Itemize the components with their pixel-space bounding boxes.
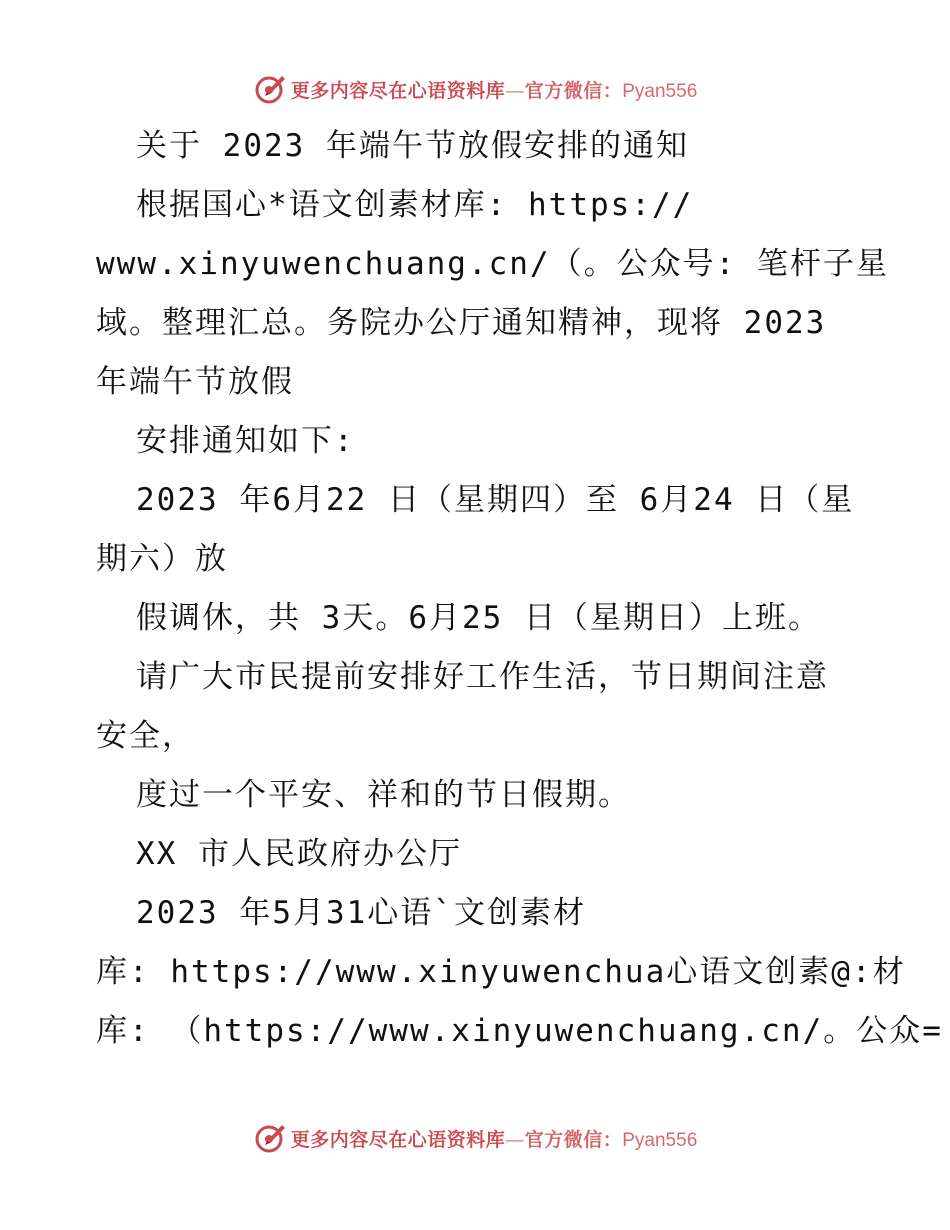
paragraph-line: 年端午节放假 xyxy=(96,364,294,400)
pen-logo-icon xyxy=(253,1121,287,1155)
paragraph-line: www.xinyuwenchuang.cn/（。公众号: 笔杆子星 xyxy=(96,246,889,282)
paragraph-line: 请广大市民提前安排好工作生活，节日期间注意 xyxy=(136,659,829,695)
paragraph-line: 域。整理汇总。务院办公厅通知精神，现将 2023 xyxy=(96,305,827,341)
watermark-text xyxy=(291,1125,698,1152)
pen-logo-icon xyxy=(253,72,287,106)
watermark-wechat-id: Pyan556 xyxy=(622,80,698,102)
paragraph-line: 期六）放 xyxy=(96,541,228,577)
notice-title: 关于 2023 年端午节放假安排的通知 xyxy=(136,128,689,164)
watermark-wechat-label: 官方微信： xyxy=(524,79,623,102)
paragraph-line: 库: https://www.xinyuwenchua心语文创素@:材 xyxy=(96,954,906,990)
watermark-dash: — xyxy=(505,1128,525,1151)
footer-watermark xyxy=(0,1121,950,1155)
paragraph-line: 安排通知如下: xyxy=(136,423,355,459)
document-body xyxy=(96,117,943,1061)
paragraph-line: 2023 年6月22 日（星期四）至 6月24 日（星 xyxy=(136,482,855,518)
watermark-main: 更多内容尽在心语资料库 xyxy=(290,79,506,102)
paragraph-line: 度过一个平安、祥和的节日假期。 xyxy=(136,777,631,813)
signature-date: 2023 年5月31心语`文创素材 xyxy=(136,895,586,931)
watermark-wechat-id: Pyan556 xyxy=(622,1129,698,1151)
signature-org: XX 市人民政府办公厅 xyxy=(136,836,462,872)
watermark-main: 更多内容尽在心语资料库 xyxy=(290,1128,506,1151)
watermark-text xyxy=(291,76,698,103)
paragraph-line: 根据国心*语文创素材库: https:// xyxy=(136,187,694,223)
watermark-wechat-label: 官方微信： xyxy=(524,1128,623,1151)
paragraph-line: 安全， xyxy=(96,718,195,754)
watermark-dash: — xyxy=(505,79,525,102)
paragraph-line: 假调休，共 3天。6月25 日（星期日）上班。 xyxy=(136,600,821,636)
header-watermark xyxy=(0,72,950,106)
paragraph-line: 库: （https://www.xinyuwenchuang.cn/。公众= xyxy=(96,1013,943,1049)
